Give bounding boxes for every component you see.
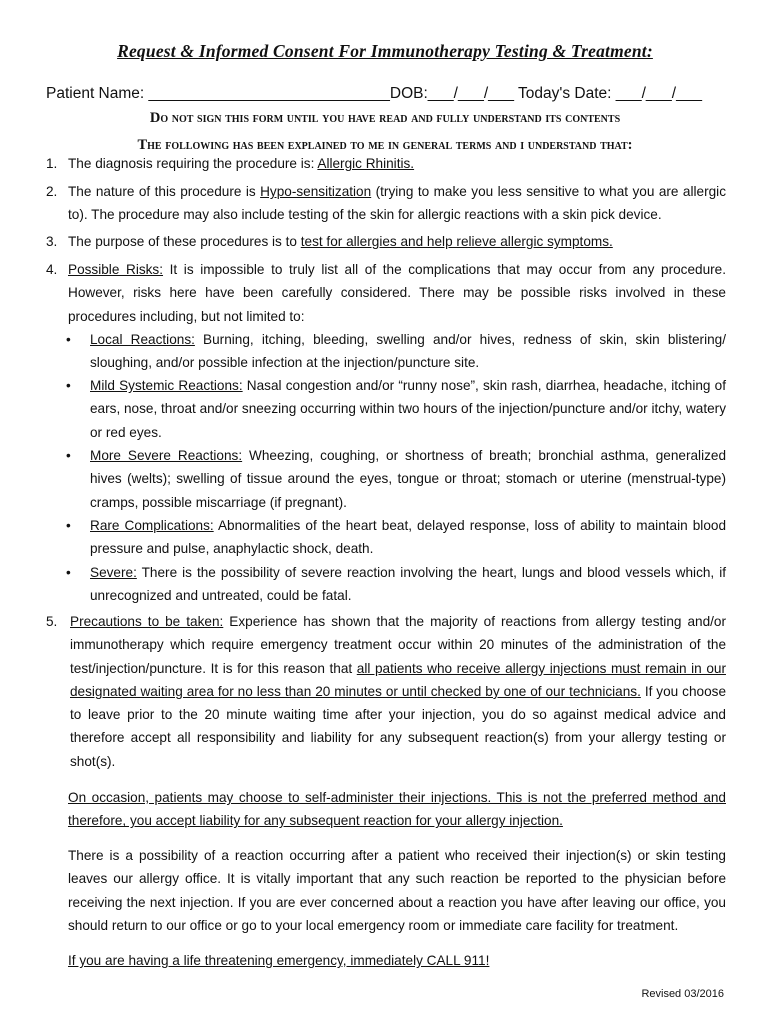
risks-heading: Possible Risks: [68,262,164,277]
item-number: 1. [46,156,58,171]
intro-statement: The following has been explained to me in general terms and i understand that: [137,137,633,153]
bullet-label: Severe: [90,565,137,580]
bullet-text: Burning, itching, bleeding, swelling and/or hives, redness of skin, skin blistering/ sloughing, and/or possible infection at the injection/puncture site. [90,332,726,371]
signing-notice: Do not sign this form until you have read and fully understand its contents [149,110,621,126]
bullet-dot: • [66,565,71,580]
waiting-requirement: all patients who receive allergy injections must remain in our designated waiting area for no less than 20 minutes or until checked by one of our technicians. [70,660,726,699]
diagnosis-value: Allergic Rhinitis. [317,156,415,171]
bullet-label: Mild Systemic Reactions: [90,378,243,393]
item-text: The nature of this procedure is [68,184,261,199]
item-text-continued: If you choose to leave prior to the 20 minute waiting time after your injection, you do so against medical advice and therefore accept all responsibility and liability for any subsequent reaction(s) from your allergy testing or shot(s). [70,683,726,769]
list-item-purpose [46,230,726,253]
bullet-more-severe [66,444,726,514]
bullet-dot: • [66,448,71,463]
bullet-dot: • [66,518,71,533]
list-item-nature [46,180,726,227]
bullet-local-reactions [66,328,726,375]
bullet-text: Wheezing, coughing, or shortness of breath; bronchial asthma, generalized hives (welts); swelling of tissue around the eyes, tongue or throat; stomach or uterine (menstrual-type) cramps, possible miscarriage (if pregnant). [90,448,727,510]
list-item-risks [46,258,726,328]
emergency-text: If you are having a life threatening emergency, immediately CALL 911! [68,953,490,968]
item-text: The purpose of these procedures is to [68,234,301,249]
bullet-label: More Severe Reactions: [90,448,243,463]
procedure-name: Hypo-sensitization [260,184,372,199]
list-item-diagnosis [46,152,726,175]
item-text: Experience has shown that the majority of reactions from allergy testing and/or immunotherapy which require emergency treatment occur within 20 minutes of the administration of the test/injection/puncture. It is for this reason that [70,614,726,676]
item-number: 2. [46,184,58,199]
item-text-continued: (trying to make you less sensitive to what you are allergic to). The procedure may also include testing of the skin for allergic reactions with a skin pick device. [68,184,726,223]
bullet-dot: • [66,378,71,393]
bullet-severe [66,561,726,608]
revision-date: Revised 03/2016 [641,988,724,1000]
precautions-heading: Precautions to be taken: [70,614,224,629]
item-number: 5. [46,614,58,629]
bullet-label: Rare Complications: [90,518,214,533]
bullet-text: There is the possibility of severe reaction involving the heart, lungs and blood vessels which, if unrecognized and untreated, could be fatal. [90,565,726,604]
patient-info-line: Patient Name: ____________________________DOB:___/___/___ Today's Date: ___/___/___ [46,85,702,102]
bullet-text: Nasal congestion and/or “runny nose”, skin rash, diarrhea, headache, itching of ears, nose, throat and/or sneezing occurring within two hours of the injection/puncture and/or itchy, watery or red eyes. [90,378,726,440]
form-title: Request & Informed Consent For Immunotherapy Testing & Treatment: [117,41,653,61]
item-text: It is impossible to truly list all of the complications that may occur from any procedure. However, risks here have been carefully considered. There may be possible risks involved in these procedures including, but not limited to: [68,262,726,324]
bullet-label: Local Reactions: [90,332,195,347]
bullet-rare-complications [66,514,726,561]
bullet-mild-systemic [66,374,726,444]
list-item-precautions [46,610,726,773]
bullet-text: Abnormalities of the heart beat, delayed response, loss of ability to maintain blood pressure and pulse, anaphylactic shock, death. [90,518,726,557]
item-number: 4. [46,262,58,277]
bullet-dot: • [66,332,71,347]
purpose-value: test for allergies and help relieve allergic symptoms. [300,234,613,249]
item-text: The diagnosis requiring the procedure is: [68,156,318,171]
emergency-notice [68,949,726,972]
self-administer-paragraph: On occasion, patients may choose to self-administer their injections. This is not the preferred method and therefore, you accept liability for any subsequent reaction for your allergy injection. [68,790,726,829]
item-number: 3. [46,234,58,249]
post-visit-reaction-paragraph: There is a possibility of a reaction occurring after a patient who received their injection(s) or skin testing leaves our allergy office. It is vitally important that any such reaction be reported to the physician before receiving the next injection. If you are ever concerned about a reaction you have after leaving our office, you should return to our office or go to your local emergency room or immediate care facility for treatment. [68,848,726,933]
